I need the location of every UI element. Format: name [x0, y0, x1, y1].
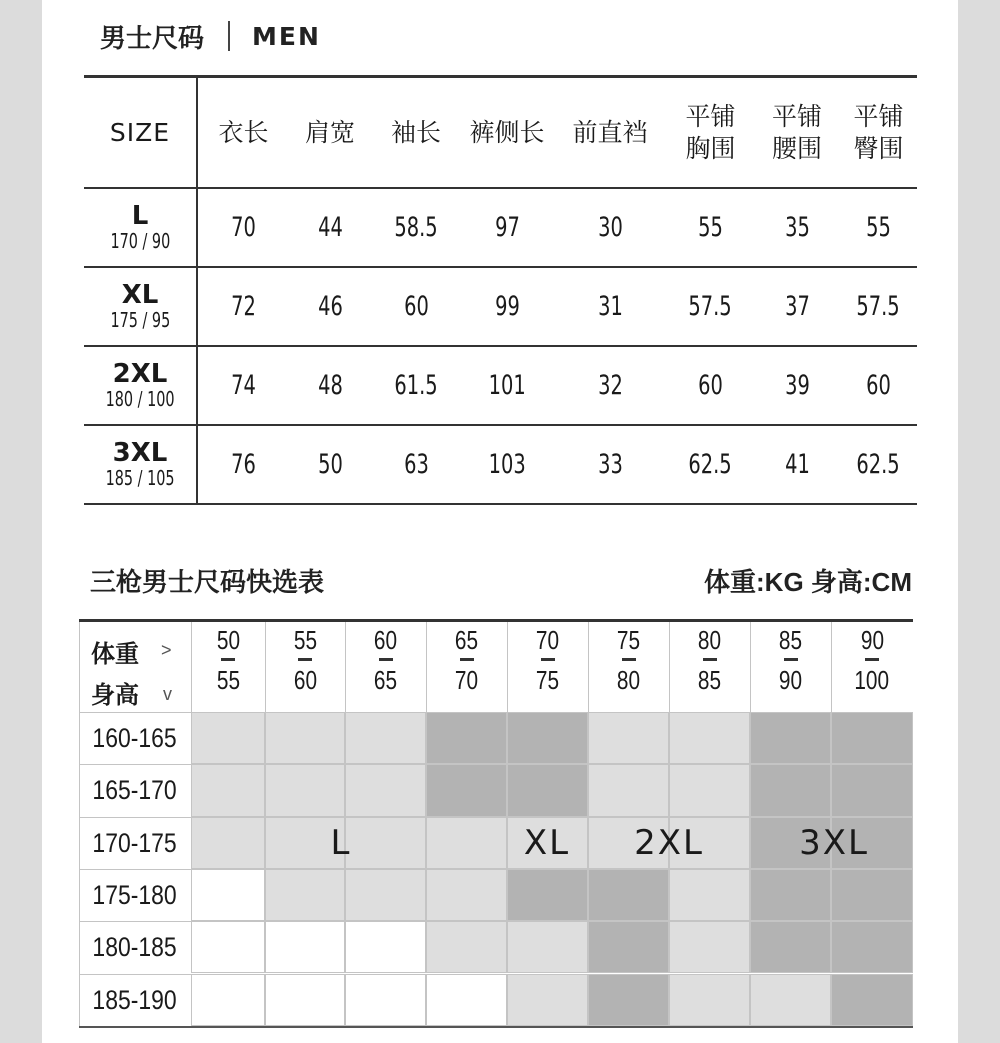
grid-cell [265, 921, 345, 973]
grid-left-border [79, 622, 80, 1026]
weight-range-header: 65 70 [454, 625, 479, 695]
size-cell [84, 346, 197, 425]
height-range-label: 185-190 [92, 984, 178, 1015]
weight-range-header: 55 60 [293, 625, 317, 695]
grid-cell [507, 921, 588, 973]
size-guide-page [42, 0, 958, 1043]
column-header: 平铺 胸围 [667, 77, 754, 189]
measurement-cell: 41 [754, 425, 840, 504]
weight-label: 体重 [91, 641, 139, 668]
size-table [84, 75, 917, 505]
measurement-cell: 62.5 [840, 425, 917, 504]
section-heading [100, 14, 321, 58]
grid-cell [750, 921, 831, 973]
weight-range-header: 60 65 [373, 625, 398, 695]
weight-range-header: 75 80 [616, 625, 641, 695]
column-divider [265, 622, 266, 712]
size-label: XL [121, 279, 159, 310]
size-zone-label: 3XL [799, 822, 869, 863]
column-divider [191, 622, 192, 712]
grid-bottom-border [79, 1026, 913, 1028]
measurement-cell: 30 [553, 188, 667, 267]
size-cell [84, 425, 197, 504]
weight-range-header: 50 55 [216, 625, 240, 695]
grid-cell [426, 921, 507, 973]
row-divider [79, 921, 191, 922]
size-label: 3XL [112, 437, 168, 468]
measurement-cell: 99 [461, 267, 553, 346]
table-row [84, 267, 917, 346]
measurement-cell: 61.5 [371, 346, 461, 425]
grid-cell [588, 712, 669, 764]
row-divider [79, 817, 191, 818]
column-divider [750, 622, 751, 712]
measurement-cell: 55 [667, 188, 754, 267]
measurement-cell: 48 [289, 346, 371, 425]
column-divider [426, 622, 427, 712]
column-divider [831, 622, 832, 712]
grid-cell [265, 974, 345, 1026]
grid-cell [669, 921, 750, 973]
grid-cell [507, 974, 588, 1026]
measurement-cell: 31 [553, 267, 667, 346]
fit-label: 185 / 105 [105, 465, 175, 490]
grid-cell [265, 869, 345, 921]
measurement-cell: 33 [553, 425, 667, 504]
weight-range-header: 85 90 [778, 625, 803, 695]
size-cell [84, 188, 197, 267]
grid-cell [669, 764, 750, 816]
column-divider [669, 622, 670, 712]
measurement-cell: 97 [461, 188, 553, 267]
height-arrow-icon: v [163, 684, 172, 704]
grid-cell [831, 869, 913, 921]
grid-cell [669, 712, 750, 764]
weight-range-header: 70 75 [535, 625, 560, 695]
row-divider [79, 869, 191, 870]
measurement-cell: 35 [754, 188, 840, 267]
grid-cell [345, 764, 426, 816]
grid-cell [750, 712, 831, 764]
row-divider [79, 974, 191, 975]
measurement-cell: 60 [371, 267, 461, 346]
grid-cell [831, 974, 913, 1026]
weight-range-header: 90 100 [854, 625, 890, 695]
column-header: 肩宽 [289, 77, 371, 189]
height-range-label: 165-170 [92, 775, 178, 806]
size-label: L [131, 200, 149, 231]
weight-arrow-icon: > [161, 640, 172, 660]
grid-cell [191, 764, 265, 816]
grid-cell [507, 712, 588, 764]
quick-select-grid [79, 619, 913, 1028]
column-header: 裤侧长 [461, 77, 553, 189]
measurement-cell: 63 [371, 425, 461, 504]
quick-select-title: 三枪男士尺码快选表 [90, 567, 325, 597]
grid-cell [426, 869, 507, 921]
measurement-cell: 72 [197, 267, 289, 346]
measurement-cell: 70 [197, 188, 289, 267]
table-row [84, 346, 917, 425]
size-cell [84, 267, 197, 346]
heading-en: MEN [252, 21, 321, 51]
measurement-cell: 103 [461, 425, 553, 504]
grid-cell [426, 712, 507, 764]
height-range-label: 160-165 [92, 723, 178, 753]
table-row [84, 425, 917, 504]
height-range-label: 175-180 [92, 879, 178, 910]
grid-cell [588, 764, 669, 816]
grid-cell [588, 869, 669, 921]
grid-cell [191, 974, 265, 1026]
measurement-cell: 60 [840, 346, 917, 425]
column-divider [345, 622, 346, 712]
height-range-label: 170-175 [92, 827, 178, 858]
measurement-cell: 57.5 [667, 267, 754, 346]
grid-cell [831, 764, 913, 816]
grid-cell [750, 764, 831, 816]
column-divider [507, 622, 508, 712]
measurement-cell: 76 [197, 425, 289, 504]
grid-cell [345, 921, 426, 973]
grid-cell [750, 974, 831, 1026]
grid-cell [345, 869, 426, 921]
column-divider [588, 622, 589, 712]
measurement-cell: 44 [289, 188, 371, 267]
measurement-cell: 62.5 [667, 425, 754, 504]
measurement-cell: 74 [197, 346, 289, 425]
grid-cell [669, 974, 750, 1026]
table-row [84, 188, 917, 267]
measurement-cell: 46 [289, 267, 371, 346]
grid-cell [426, 974, 507, 1026]
grid-cell [750, 869, 831, 921]
fit-label: 175 / 95 [110, 307, 170, 332]
measurement-cell: 101 [461, 346, 553, 425]
heading-cn: 男士尺码 [100, 22, 205, 53]
column-header: 平铺 臀围 [840, 77, 917, 189]
measurement-cell: 37 [754, 267, 840, 346]
grid-cell [588, 921, 669, 973]
grid-cell [507, 869, 588, 921]
measurement-cell: 57.5 [840, 267, 917, 346]
grid-cell [345, 712, 426, 764]
measurement-cell: 39 [754, 346, 840, 425]
size-zone-label: XL [523, 822, 571, 863]
grid-cell [831, 921, 913, 973]
units-note: 体重:KG 身高:CM [704, 567, 912, 597]
heading-divider [228, 21, 230, 51]
size-zone-label: L [330, 822, 352, 863]
measurement-cell: 58.5 [371, 188, 461, 267]
measurement-cell: 50 [289, 425, 371, 504]
measurement-cell: 32 [553, 346, 667, 425]
grid-cell [507, 764, 588, 816]
grid-cell [191, 712, 265, 764]
grid-cell [588, 974, 669, 1026]
fit-label: 170 / 90 [110, 228, 170, 253]
grid-cell [265, 764, 345, 816]
measurement-cell: 60 [667, 346, 754, 425]
grid-cell [265, 712, 345, 764]
size-label: 2XL [112, 358, 168, 389]
column-header: 平铺 腰围 [754, 77, 840, 189]
grid-cell [191, 921, 265, 973]
grid-cell [831, 712, 913, 764]
column-header: 前直裆 [553, 77, 667, 189]
height-range-label: 180-185 [92, 932, 178, 963]
grid-cell [191, 817, 265, 869]
grid-cell [669, 869, 750, 921]
row-divider [79, 764, 191, 765]
grid-cell [345, 974, 426, 1026]
size-table-header [84, 77, 917, 189]
grid-cell [426, 764, 507, 816]
column-header: 袖长 [371, 77, 461, 189]
column-header: 衣长 [197, 77, 289, 189]
height-label: 身高 [91, 682, 139, 709]
size-zone-label: 2XL [634, 822, 704, 863]
size-column-header: SIZE [84, 77, 197, 189]
weight-range-header: 80 85 [697, 625, 722, 695]
row-divider [79, 712, 191, 713]
measurement-cell: 55 [840, 188, 917, 267]
fit-label: 180 / 100 [105, 386, 175, 411]
grid-cell [191, 869, 265, 921]
